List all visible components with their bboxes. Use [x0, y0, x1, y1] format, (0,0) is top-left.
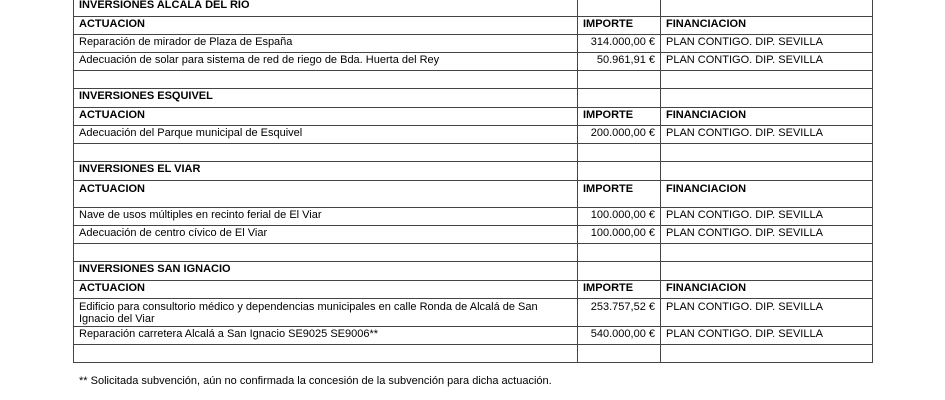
- cell-financiacion: PLAN CONTIGO. DIP. SEVILLA: [661, 226, 873, 244]
- empty-row: [74, 144, 873, 162]
- header-financiacion: FINANCIACION: [661, 17, 873, 35]
- table-row: [74, 35, 873, 53]
- cell-importe: 253.757,52 €: [578, 299, 661, 327]
- header-actuacion: ACTUACION: [74, 108, 578, 126]
- cell-importe: 200.000,00 €: [578, 126, 661, 144]
- table-row: [74, 126, 873, 144]
- empty-row: [74, 345, 873, 363]
- cell-actuacion: Adecuación de solar para sistema de red de riego de Bda. Huerta del Rey: [74, 53, 578, 71]
- header-actuacion: ACTUACION: [74, 181, 578, 208]
- cell-financiacion: PLAN CONTIGO. DIP. SEVILLA: [661, 126, 873, 144]
- cell-importe: 50.961,91 €: [578, 53, 661, 71]
- section-title: INVERSIONES EL VIAR: [74, 162, 578, 181]
- cell-importe: 100.000,00 €: [578, 208, 661, 226]
- investments-table: [73, 0, 873, 363]
- cell-financiacion: PLAN CONTIGO. DIP. SEVILLA: [661, 327, 873, 345]
- table-row: [74, 299, 873, 327]
- table-row: [74, 226, 873, 244]
- section-title: INVERSIONES ALCALÁ DEL RIO: [74, 0, 578, 17]
- header-row: [74, 108, 873, 126]
- footnote: ** Solicitada subvención, aún no confirmada la concesión de la subvención para dicha actuación.: [79, 375, 552, 387]
- cell-actuacion: Adecuación del Parque municipal de Esquivel: [74, 126, 578, 144]
- empty-row: [74, 71, 873, 89]
- header-importe: IMPORTE: [578, 181, 661, 208]
- cell-actuacion: Reparación de mirador de Plaza de España: [74, 35, 578, 53]
- cell-financiacion: PLAN CONTIGO. DIP. SEVILLA: [661, 299, 873, 327]
- header-financiacion: FINANCIACION: [661, 108, 873, 126]
- cell-financiacion: PLAN CONTIGO. DIP. SEVILLA: [661, 53, 873, 71]
- header-financiacion: FINANCIACION: [661, 181, 873, 208]
- header-row: [74, 17, 873, 35]
- section-title-row: [74, 162, 873, 181]
- section-title: INVERSIONES ESQUIVEL: [74, 89, 578, 108]
- header-actuacion: ACTUACION: [74, 17, 578, 35]
- section-title-row: [74, 89, 873, 108]
- cell-importe: 540.000,00 €: [578, 327, 661, 345]
- cell-importe: 100.000,00 €: [578, 226, 661, 244]
- cell-financiacion: PLAN CONTIGO. DIP. SEVILLA: [661, 208, 873, 226]
- header-importe: IMPORTE: [578, 281, 661, 299]
- cell-financiacion: PLAN CONTIGO. DIP. SEVILLA: [661, 35, 873, 53]
- table-row: [74, 327, 873, 345]
- section-title-row: [74, 0, 873, 17]
- header-row: [74, 281, 873, 299]
- section-title: INVERSIONES SAN IGNACIO: [74, 262, 578, 281]
- header-financiacion: FINANCIACION: [661, 281, 873, 299]
- header-row: [74, 181, 873, 208]
- cell-actuacion: Reparación carretera Alcalá a San Ignacio SE9025 SE9006**: [74, 327, 578, 345]
- cell-actuacion: Adecuación de centro cívico de El Viar: [74, 226, 578, 244]
- cell-actuacion: Nave de usos múltiples en recinto ferial de El Viar: [74, 208, 578, 226]
- header-importe: IMPORTE: [578, 108, 661, 126]
- header-importe: IMPORTE: [578, 17, 661, 35]
- table-row: [74, 208, 873, 226]
- header-actuacion: ACTUACION: [74, 281, 578, 299]
- section-title-row: [74, 262, 873, 281]
- table-row: [74, 53, 873, 71]
- cell-importe: 314.000,00 €: [578, 35, 661, 53]
- empty-row: [74, 244, 873, 262]
- cell-actuacion: Edificio para consultorio médico y dependencias municipales en calle Ronda de Alcalá de San Ignacio del Viar: [74, 299, 578, 327]
